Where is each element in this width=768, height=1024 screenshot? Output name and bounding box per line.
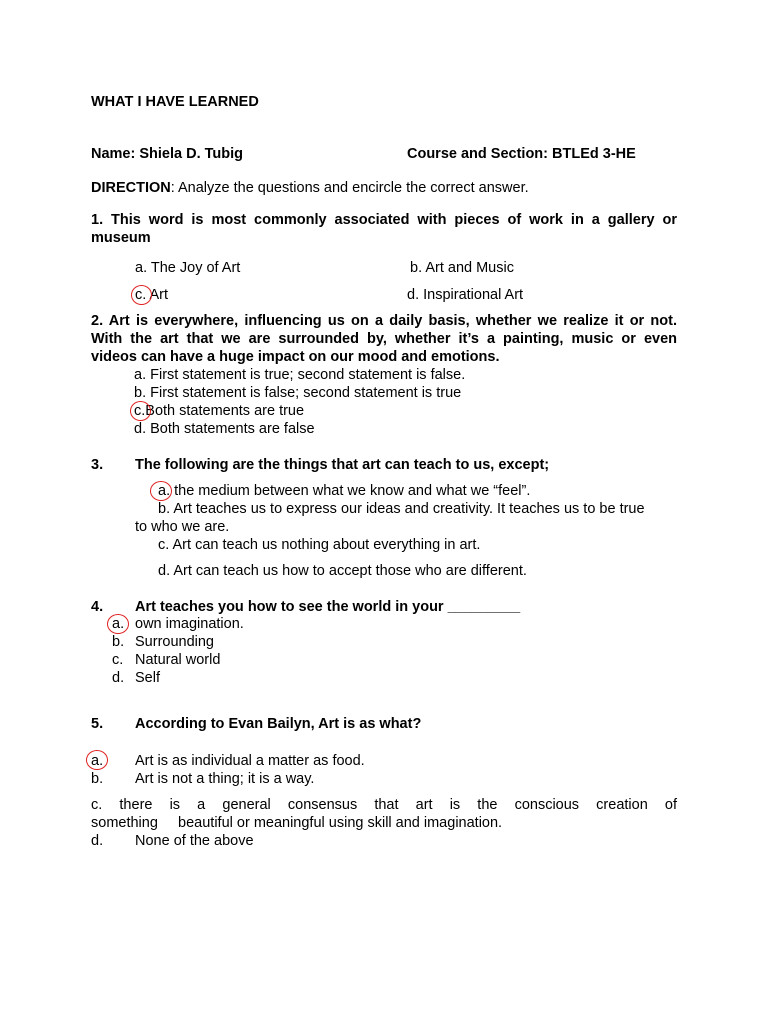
q2-line2: With the art that we are surrounded by, whether it’s a painting, music or even [91, 331, 677, 347]
q5-option-b-letter: b. [91, 771, 104, 787]
q4-number: 4. [91, 599, 104, 615]
q3-option-a-text: the medium between what we know and what we “feel”. [174, 483, 531, 499]
answer-circle [86, 750, 108, 770]
q2-option-c-text: Both statements are true [145, 403, 305, 419]
q5-option-b-text: Art is not a thing; it is a way. [135, 771, 315, 787]
q5-option-c-line2: something beautiful or meaningful using skill and imagination. [91, 815, 503, 831]
q4-option-c-letter: c. [112, 652, 124, 668]
q5-option-a-text: Art is as individual a matter as food. [135, 753, 365, 769]
q1-line1: 1. This word is most commonly associated with pieces of work in a gallery or [91, 212, 677, 228]
q1-option-c-letter: c. [135, 287, 147, 303]
q5-option-a-letter: a. [91, 753, 104, 769]
answer-circle [150, 481, 172, 501]
q5-text: According to Evan Bailyn, Art is as what? [135, 716, 422, 732]
q3-option-a [158, 482, 530, 500]
q1-option-d: d. Inspirational Art [407, 287, 524, 303]
q2-line1: 2. Art is everywhere, influencing us on a daily basis, whether we realize it or not. [91, 313, 677, 329]
answer-circle [131, 285, 152, 305]
q5-option-d-text: None of the above [135, 833, 254, 849]
q1-option-c-text: Art [149, 287, 169, 303]
direction [91, 179, 529, 197]
q4-option-d-letter: d. [112, 670, 125, 686]
answer-circle [107, 614, 129, 634]
q2-option-b: b. First statement is false; second statement is true [134, 385, 462, 401]
q3-option-d: d. Art can teach us how to accept those who are different. [158, 563, 527, 579]
q3-number: 3. [91, 457, 104, 473]
q2-option-c [134, 402, 304, 420]
student-name: Name: Shiela D. Tubig [91, 146, 244, 162]
q3-option-b-line1: b. Art teaches us to express our ideas and creativity. It teaches us to be true [158, 501, 645, 517]
q3-option-c: c. Art can teach us nothing about everything in art. [158, 537, 481, 553]
q2-option-d: d. Both statements are false [134, 421, 315, 437]
q5-option-c-line1: c. there is a general consensus that art is the conscious creation of [91, 797, 677, 813]
q3-text: The following are the things that art can teach to us, except; [135, 457, 550, 473]
q4-option-a-letter: a. [112, 616, 125, 632]
q4-option-b-letter: b. [112, 634, 125, 650]
q4-option-d-text: Self [135, 670, 160, 686]
q5-number: 5. [91, 716, 104, 732]
q4-option-a-text: own imagination. [135, 616, 244, 632]
q1-line2: museum [91, 230, 151, 246]
direction-text: : Analyze the questions and encircle the correct answer. [170, 180, 529, 196]
q2-option-a: a. First statement is true; second statement is false. [134, 367, 466, 383]
q4-option-c-text: Natural world [135, 652, 221, 668]
page-title: WHAT I HAVE LEARNED [91, 94, 259, 110]
q2-line3: videos can have a huge impact on our mood and emotions. [91, 349, 500, 365]
q3-option-a-letter: a. [158, 483, 171, 499]
q1-option-b: b. Art and Music [410, 260, 514, 276]
q4-text: Art teaches you how to see the world in your _________ [135, 599, 521, 615]
answer-circle [130, 401, 151, 421]
q2-option-c-letter: c. [134, 403, 146, 419]
q4-option-b-text: Surrounding [135, 634, 214, 650]
course-section: Course and Section: BTLEd 3-HE [407, 146, 636, 162]
direction-label: DIRECTION [91, 180, 171, 196]
q5-option-d-letter: d. [91, 833, 104, 849]
q3-option-b-line2: to who we are. [135, 519, 230, 535]
q1-option-a: a. The Joy of Art [135, 260, 241, 276]
